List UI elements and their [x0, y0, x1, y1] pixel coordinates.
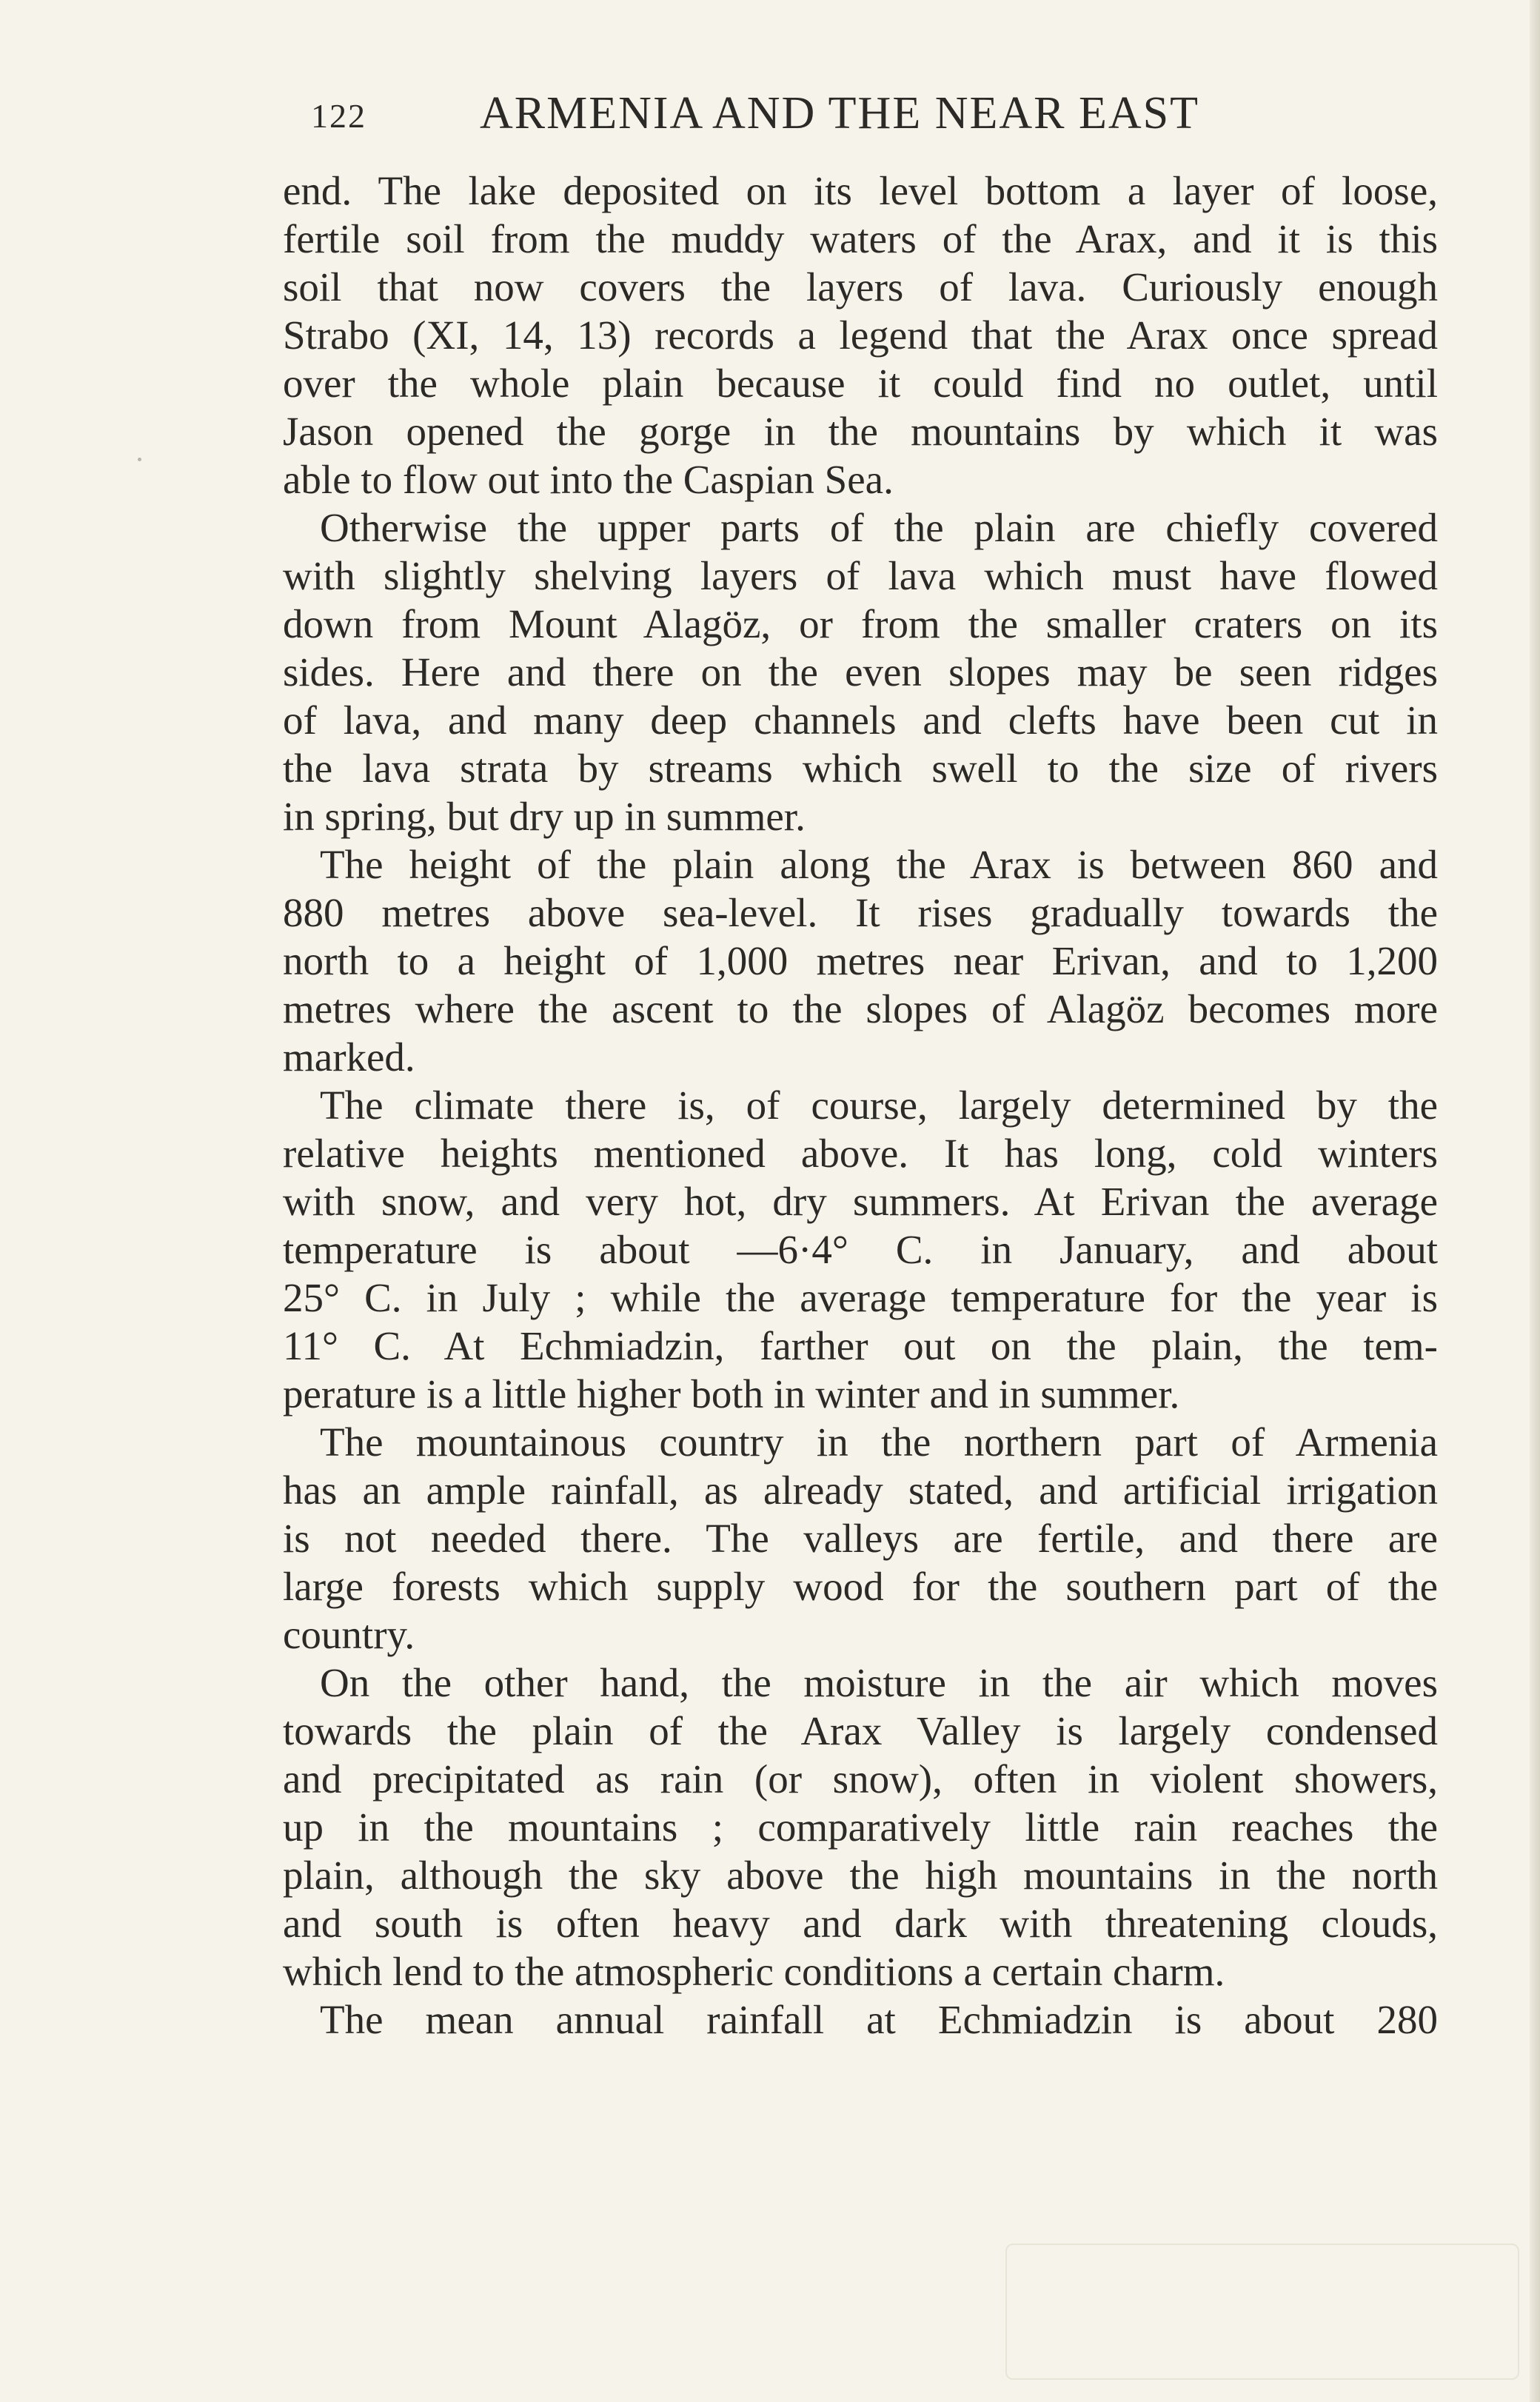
text-line: with snow, and very hot, dry summers. At Erivan the average — [283, 1179, 1438, 1224]
text-line: fertile soil from the muddy waters of the Arax, and it is this — [283, 216, 1438, 261]
text-line: soil that now covers the layers of lava. Curiously enough — [283, 264, 1438, 310]
text-line: temperature is about —6·4° C. in January, and about — [283, 1227, 1438, 1272]
text-line: Otherwise the upper parts of the plain are chiefly covered — [320, 505, 1438, 550]
text-line: 880 metres above sea-level. It rises gradually towards the — [283, 890, 1438, 935]
text-line: perature is a little higher both in winter and in summer. — [283, 1371, 1180, 1416]
running-title: ARMENIA AND THE NEAR EAST — [480, 88, 1199, 138]
text-line: 25° C. in July ; while the average temperature for the year is — [283, 1275, 1438, 1320]
text-line: and south is often heavy and dark with threatening clouds, — [283, 1901, 1438, 1946]
page-number: 122 — [311, 97, 366, 135]
text-line: the lava strata by streams which swell to the size of rivers — [283, 746, 1438, 791]
text-line: Strabo (XI, 14, 13) records a legend that the Arax once spread — [283, 312, 1438, 358]
paragraph — [283, 167, 1438, 504]
paragraph — [283, 840, 1438, 1081]
page-shadow-mark — [1005, 2244, 1519, 2380]
paragraph — [283, 504, 1438, 840]
text-line: On the other hand, the moisture in the air which moves — [320, 1660, 1438, 1705]
text-line: end. The lake deposited on its level bottom a layer of loose, — [283, 168, 1438, 213]
text-line: which lend to the atmospheric conditions a certain charm. — [283, 1949, 1225, 1994]
text-line: metres where the ascent to the slopes of Alagöz becomes more — [283, 986, 1438, 1031]
text-line: has an ample rainfall, as already stated, and artificial irrigation — [283, 1468, 1438, 1513]
text-line: relative heights mentioned above. It has long, cold winters — [283, 1131, 1438, 1176]
text-line: able to flow out into the Caspian Sea. — [283, 457, 894, 502]
text-line: The mean annual rainfall at Echmiadzin is about 280 — [320, 1997, 1438, 2042]
text-line: over the whole plain because it could find no outlet, until — [283, 361, 1438, 406]
text-line: is not needed there. The valleys are fertile, and there are — [283, 1516, 1438, 1561]
paragraph — [283, 1995, 1438, 2044]
page-edge — [1530, 0, 1540, 2402]
text-line: north to a height of 1,000 metres near Erivan, and to 1,200 — [283, 938, 1438, 983]
text-line: plain, although the sky above the high mountains in the north — [283, 1853, 1438, 1898]
text-line: down from Mount Alagöz, or from the smaller craters on its — [283, 601, 1438, 646]
paragraph — [283, 1081, 1438, 1418]
text-line: sides. Here and there on the even slopes may be seen ridges — [283, 649, 1438, 695]
text-line: country. — [283, 1612, 415, 1657]
text-line: Jason opened the gorge in the mountains by which it was — [283, 409, 1438, 454]
text-line: towards the plain of the Arax Valley is largely condensed — [283, 1708, 1438, 1753]
text-line: 11° C. At Echmiadzin, farther out on the plain, the tem- — [283, 1323, 1438, 1368]
text-line: up in the mountains ; comparatively little rain reaches the — [283, 1804, 1438, 1850]
text-line: The height of the plain along the Arax is between 860 and — [320, 842, 1438, 887]
paragraph — [283, 1418, 1438, 1659]
running-header — [311, 87, 1281, 154]
text-line: of lava, and many deep channels and clefts have been cut in — [283, 697, 1438, 743]
text-line: with slightly shelving layers of lava which must have flowed — [283, 553, 1438, 598]
margin-speck — [138, 458, 141, 461]
text-line: The climate there is, of course, largely determined by the — [320, 1083, 1438, 1128]
text-line: marked. — [283, 1034, 415, 1080]
text-line: The mountainous country in the northern part of Armenia — [320, 1419, 1438, 1465]
body-text — [283, 167, 1438, 2044]
text-line: large forests which supply wood for the southern part of the — [283, 1564, 1438, 1609]
paragraph — [283, 1659, 1438, 1995]
text-line: and precipitated as rain (or snow), often in violent showers, — [283, 1756, 1438, 1802]
text-line: in spring, but dry up in summer. — [283, 794, 806, 839]
